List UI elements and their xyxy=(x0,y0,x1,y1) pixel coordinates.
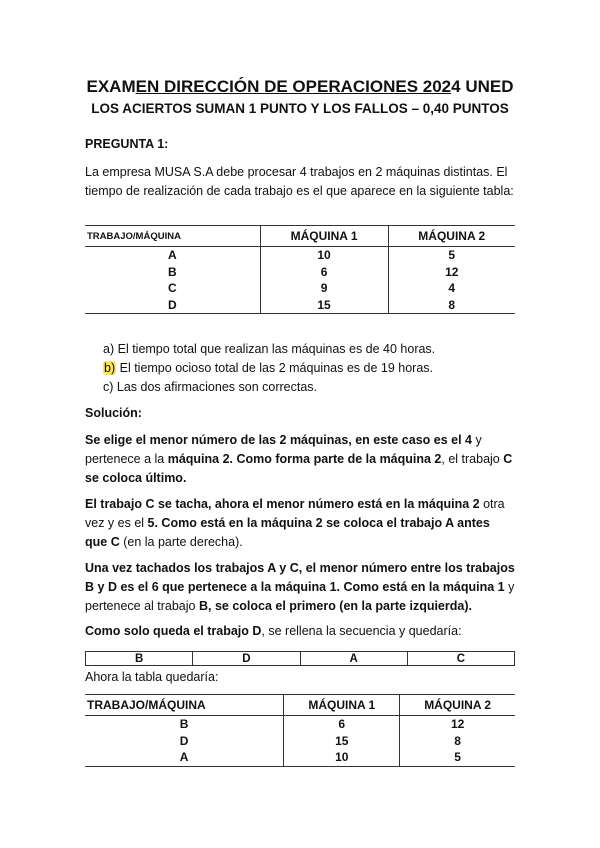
table-cell: 10 xyxy=(260,247,388,264)
table-row xyxy=(85,297,515,314)
column-header: MÁQUINA 2 xyxy=(400,695,515,716)
table-cell: 8 xyxy=(400,733,515,750)
sequence-cell: C xyxy=(407,652,514,666)
question-label: PREGUNTA 1: xyxy=(85,137,169,151)
table-cell: 15 xyxy=(260,297,388,314)
solution-paragraph-4: Como solo queda el trabajo D, se rellena la secuencia y quedaría: xyxy=(85,624,462,638)
table-cell: 12 xyxy=(400,716,515,733)
sequence-cell: D xyxy=(193,652,300,666)
table-cell: 6 xyxy=(284,716,400,733)
table-cell: 10 xyxy=(284,749,400,766)
table-cell: C xyxy=(167,281,177,296)
processing-times-table xyxy=(85,225,515,314)
exam-subtitle: LOS ACIERTOS SUMAN 1 PUNTO Y LOS FALLOS – 0,40 PUNTOS xyxy=(91,101,509,116)
option-a: a) El tiempo total que realizan las máquinas es de 40 horas. xyxy=(103,342,436,356)
table-cell: 5 xyxy=(388,247,515,264)
table-cell: D xyxy=(85,297,260,314)
column-header: MÁQUINA 1 xyxy=(284,695,400,716)
column-header: MÁQUINA 2 xyxy=(388,226,515,247)
highlighted-answer-marker: b) xyxy=(104,361,116,375)
answer-options xyxy=(103,340,435,397)
table-row xyxy=(85,280,515,297)
table-row xyxy=(86,652,515,666)
table-cell: B xyxy=(179,717,189,732)
table-cell: 6 xyxy=(260,264,388,281)
sequence-cell: B xyxy=(86,652,193,666)
table-cell: 12 xyxy=(388,264,515,281)
table-cell: 9 xyxy=(260,280,388,297)
sequence-cell: A xyxy=(300,652,407,666)
table-cell: 8 xyxy=(388,297,515,314)
table-row xyxy=(85,716,515,733)
table-header-row xyxy=(85,226,515,247)
table-cell: A xyxy=(167,248,177,263)
exam-title: EXAMEN DIRECCIÓN DE OPERACIONES 2024 UNED xyxy=(86,77,514,96)
table-cell: 15 xyxy=(284,733,400,750)
table-cell: A xyxy=(85,749,284,766)
table-cell: 5 xyxy=(400,749,515,766)
table-row xyxy=(85,264,515,281)
option-b: b) El tiempo ocioso total de las 2 máquinas es de 19 horas. xyxy=(104,361,433,375)
table-cell: B xyxy=(167,264,177,279)
solution-label: Solución: xyxy=(85,406,142,420)
column-header: MÁQUINA 1 xyxy=(260,226,388,247)
table-row xyxy=(85,749,515,766)
table-cell: 4 xyxy=(388,280,515,297)
solution-paragraph-2: El trabajo C se tacha, ahora el menor número está en la máquina 2 otra vez y es el 5. Como está en la máquina 2 se coloca el trabajo A antes que C (en la parte derecha). xyxy=(85,497,505,549)
final-table xyxy=(85,694,515,767)
column-header: TRABAJO/MÁQUINA xyxy=(85,226,260,247)
question-intro: La empresa MUSA S.A debe procesar 4 trabajos en 2 máquinas distintas. El tiempo de realización de cada trabajo es el que aparece en la siguiente tabla: xyxy=(85,165,514,198)
table-row xyxy=(85,733,515,750)
table-header-row xyxy=(85,695,515,716)
solution-paragraph-1: Se elige el menor número de las 2 máquinas, en este caso es el 4 y pertenece a la máquina 2. Como forma parte de la máquina 2, el trabajo C se coloca último. xyxy=(85,433,513,485)
final-table-intro: Ahora la tabla quedaría: xyxy=(85,670,219,684)
table-row xyxy=(85,247,515,264)
option-c: c) Las dos afirmaciones son correctas. xyxy=(103,380,317,394)
solution-paragraph-3: Una vez tachados los trabajos A y C, el menor número entre los trabajos B y D es el 6 que pertenece a la máquina 1. Como está en la máquina 1 y pertenece al trabajo B, se coloca el primero (en la parte izquierda). xyxy=(85,561,515,613)
job-sequence-table xyxy=(85,651,515,666)
column-header: TRABAJO/MÁQUINA xyxy=(85,695,284,716)
table-cell: D xyxy=(179,733,189,748)
